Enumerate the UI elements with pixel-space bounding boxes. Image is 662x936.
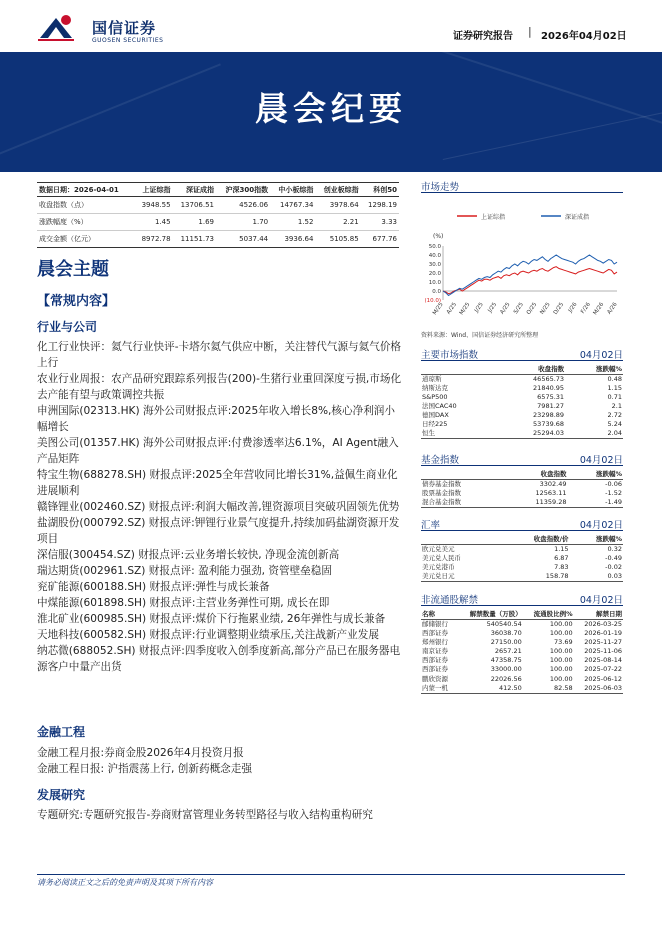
fx-row-cell: 1.15 [554,544,569,553]
x-tick-label: N/25 [539,301,552,316]
unlock-row [421,629,623,638]
major-market-row-cell: 0.71 [607,392,622,401]
unlock-row-cell: 内蒙一机 [421,684,456,694]
fin-eng-item: 金融工程月报:券商金股2026年4月投资月报 [37,747,244,759]
major-markets-date: 04月02日 [579,350,623,361]
unlock-row-cell: 82.58 [523,684,574,694]
major-market-row-cell: 46565.73 [533,374,565,383]
x-tick-label: A/25 [445,301,459,316]
dev-list [37,807,402,823]
legend-label: 深证成指 [565,214,590,221]
dev-heading: 发展研究 [37,788,86,802]
legend-label: 上证综指 [481,214,506,221]
major-market-row [421,420,623,429]
major-market-row-cell: 德国DAX [422,411,449,420]
fx-row-cell: -0.02 [605,562,622,571]
x-tick-label: A/25 [499,301,512,316]
brand-name-en: GUOSEN SECURITIES [92,37,164,44]
fund-row-cell: 11359.28 [502,498,567,508]
index-header: 数据日期：2026-04-01 [37,183,134,197]
unlock-row-cell: 412.50 [456,684,523,694]
major-market-row [421,384,623,393]
unlock-row-cell: 22026.56 [490,674,522,683]
unlock-row-cell: 2026-01-19 [584,628,622,637]
footer-disclaimer: 请务必阅读正文之后的免责声明及其项下所有内容 [37,878,213,887]
major-market-row-cell: 0.48 [607,374,622,383]
major-market-row-cell: 日经225 [422,420,448,429]
index-cell: 13706.51 [173,197,216,214]
industry-item: 美图公司(01357.HK) 海外公司财报点评:付费渗透率达6.1%，AI Agent融入产品矩阵 [37,437,399,465]
index-cell: 11151.73 [173,231,216,248]
fx-row-cell: 欧元兑美元 [422,544,455,553]
y-tick-label: (10.0) [424,298,441,304]
fund-row [421,489,623,498]
fund-row-header: 涨跌幅% [568,469,623,479]
unlock-row-cell: 47358.75 [490,656,522,665]
index-cell: 3936.64 [270,231,315,248]
fx-row-cell: 7.83 [554,562,569,571]
x-tick-label: M/26 [592,301,606,317]
fund-index-label: 基金指数 [421,455,460,466]
major-market-row [421,374,623,384]
index-cell: 1.70 [216,214,270,231]
market-trend-title [421,179,623,193]
fx-row-header: 涨跌幅% [570,534,623,544]
y-tick-label: 50.0 [428,244,441,250]
unlock-row-cell: 2657.21 [494,646,522,655]
index-row [37,231,399,248]
index-cell: 677.76 [361,231,399,248]
unlock-row-cell: 邮储银行 [422,619,448,628]
index-cell: 1.45 [134,214,172,231]
unlock-row-cell: 2025-07-22 [584,665,622,674]
fx-row-cell: 美元兑人民币 [422,553,461,562]
index-cell: 涨跌幅度（%） [37,214,134,231]
major-markets-title [421,347,623,361]
unlocked-date: 04月02日 [579,595,623,606]
major-market-row-cell: 恒生 [421,429,497,439]
banner-title: 晨会纪要 [255,89,407,128]
index-cell: 3948.55 [134,197,172,214]
index-header: 上证综指 [134,183,172,197]
unlock-row [421,684,623,694]
fund-row-cell: -1.52 [605,488,622,497]
unlock-row-cell: 郑州银行 [422,637,448,646]
fx-row-header-row [421,534,623,544]
major-market-row-cell: 6575.31 [537,392,565,401]
market-trend-chart [421,196,623,326]
major-market-row-cell: 5.24 [607,420,622,429]
index-cell: 3978.64 [315,197,360,214]
index-row [37,214,399,231]
x-tick-label: A/26 [606,301,619,316]
x-tick-label: O/25 [525,301,539,316]
fx-row-cell: 0.32 [607,544,622,553]
index-cell: 5105.85 [315,231,360,248]
major-market-row-cell: 2.72 [607,411,622,420]
unlock-row-header: 解禁数量（万股） [456,609,523,619]
fund-row-cell: 混合基金指数 [421,498,502,508]
unlocked-table [421,609,623,694]
index-cell: 2.21 [315,214,360,231]
section-regular: 【常规内容】 [37,294,116,309]
index-header: 创业板综指 [315,183,360,197]
footer-divider [37,874,625,875]
header-separator: | [528,25,532,38]
index-cell: 14767.34 [270,197,315,214]
industry-item: 申洲国际(02313.HK) 海外公司财报点评:2025年收入增长8%,核心净利润小幅增长 [37,405,395,433]
unlock-row-cell: 南京证券 [422,646,448,655]
unlock-row [421,619,623,629]
series-line-1 [443,255,617,296]
major-market-row-header [421,364,497,374]
unlock-row-cell: 西部证券 [422,656,448,665]
unlocked-label: 非流通股解禁 [421,595,479,606]
major-markets-label: 主要市场指数 [421,350,479,361]
major-market-row-cell: 2.04 [565,429,623,439]
fx-row [421,544,623,554]
major-market-row-cell: 7981.27 [537,401,565,410]
series-line-0 [443,267,617,294]
unlock-row-cell: 100.00 [549,656,573,665]
x-tick-label: D/25 [552,301,566,316]
x-tick-label: M/25 [431,301,445,317]
industry-item: 纳芯微(688052.SH) 财报点评:四季度收入创季度新高,部分产品已在服务器电源客户中量产出货 [37,645,401,673]
major-market-row-header-row [421,364,623,374]
industry-item: 化工行业快评：氦气行业快评-卡塔尔氦气供应中断，关注替代气源与氦气价格上行 [37,341,402,369]
fund-index-table [421,469,623,508]
guosen-logo-icon [36,12,76,44]
industry-item: 兖矿能源(600188.SH) 财报点评:弹性与成长兼备 [37,581,270,593]
x-tick-label: M/25 [458,301,472,317]
chart-source: 资料来源：Wind、国信证券经济研究所整理 [421,332,539,339]
main-title: 晨会主题 [37,259,109,280]
unlock-row [421,674,623,683]
index-cell: 5037.44 [216,231,270,248]
unlock-row-cell: 2026-03-25 [584,619,622,628]
fund-row-cell: -0.06 [605,479,622,488]
industry-item: 特宝生物(688278.SH) 财报点评:2025全年营收同比增长31%,益佩生商业化进展顺利 [37,469,398,497]
unlock-row-cell: 33000.00 [490,665,522,674]
fund-row [421,498,623,508]
x-tick-label: J/25 [487,301,499,314]
unlock-row [421,665,623,674]
y-tick-label: 30.0 [428,262,441,268]
fund-row-cell: 股票基金指数 [422,488,461,497]
unlock-row-header: 流通股比例% [523,609,574,619]
x-tick-label: J/26 [567,301,579,314]
unlock-row [421,647,623,656]
major-market-row-cell: 23298.89 [533,411,565,420]
x-tick-label: J/25 [473,301,485,314]
fx-row [421,554,623,563]
y-axis-label: (%) [433,233,444,240]
industry-list [37,339,402,675]
unlock-row-cell: 西部证券 [422,665,448,674]
unlocked-title [421,592,623,606]
y-tick-label: 10.0 [428,280,441,286]
industry-item: 盐湖股份(000792.SZ) 财报点评:钾锂行业景气度提升,持续加码盐湖资源开发项目 [37,517,400,545]
index-cell: 成交金额（亿元） [37,231,134,248]
fund-row-cell: -1.49 [568,498,623,508]
y-tick-label: 20.0 [428,271,441,277]
fx-row-cell: 6.87 [554,553,569,562]
unlock-row-cell: 100.00 [549,674,573,683]
index-cell: 1.52 [270,214,315,231]
index-cell: 1298.19 [361,197,399,214]
fund-row [421,479,623,489]
fund-row-header-row [421,469,623,479]
dev-item: 专题研究:专题研究报告-券商财富管理业务转型路径与收入结构重构研究 [37,809,373,821]
fx-row-cell: 美元兑港币 [422,562,455,571]
unlock-row-cell: 2025-11-27 [584,637,622,646]
unlock-row-cell: 27150.00 [490,637,522,646]
index-cell: 收盘指数（点） [37,197,134,214]
major-market-row-cell: 1.15 [607,383,622,392]
x-tick-label: S/25 [512,301,525,316]
fx-row-header: 收盘指数/价 [499,534,569,544]
fx-title [421,517,623,531]
industry-heading: 行业与公司 [37,320,98,334]
unlock-row-cell: 鹏欣资源 [422,674,448,683]
unlock-row-cell: 100.00 [549,619,573,628]
unlock-row-cell: 100.00 [549,646,573,655]
index-header: 深证成指 [173,183,216,197]
fund-index-title [421,452,623,466]
fx-row-cell: 美元兑日元 [421,572,499,582]
major-market-row-cell: 道琼斯 [422,374,442,383]
fx-row [421,563,623,572]
fin-eng-list [37,745,402,777]
unlock-row-cell: 100.00 [549,628,573,637]
unlock-row-header: 解禁日期 [574,609,623,619]
fx-row-header [421,534,499,544]
fund-index-date: 04月02日 [579,455,623,466]
index-cell: 3.33 [361,214,399,231]
fx-row-cell: 158.78 [499,572,569,582]
unlock-row-cell: 2025-06-03 [574,684,623,694]
fx-label: 汇率 [421,520,441,531]
major-market-row-cell: 2.1 [611,401,622,410]
unlock-row-cell: 2025-11-06 [584,646,622,655]
major-market-row [421,411,623,420]
unlock-row-cell: 西部证券 [422,628,448,637]
unlock-row-header-row [421,609,623,619]
fx-row [421,572,623,582]
unlock-row-cell: 73.69 [554,637,573,646]
index-table [37,182,399,248]
major-market-row [421,402,623,411]
unlock-row [421,656,623,665]
unlock-row-cell: 36038.70 [490,628,522,637]
index-row [37,197,399,214]
industry-item: 瑞达期货(002961.SZ) 财报点评: 盈利能力强劲, 资管壁垒稳固 [37,565,332,577]
fund-row-header [421,469,502,479]
industry-item: 深信服(300454.SZ) 财报点评:云业务增长较快, 净现金流创新高 [37,549,340,561]
major-market-row-cell: 25294.03 [497,429,565,439]
unlock-row-cell: 540540.54 [486,619,522,628]
y-tick-label: 40.0 [428,253,441,259]
unlock-row-header: 名称 [421,609,456,619]
index-cell: 8972.78 [134,231,172,248]
fund-row-header: 收盘指数 [502,469,567,479]
index-cell: 1.69 [173,214,216,231]
industry-item: 农业行业周报：农产品研究跟踪系列报告(200)-生猪行业重回深度亏损,市场化去产能有望与政策调控共振 [37,373,402,401]
index-header: 科创50 [361,183,399,197]
title-banner [0,52,662,172]
major-markets-table [421,364,623,439]
major-market-row-cell: 纳斯达克 [422,383,448,392]
index-cell: 4526.06 [216,197,270,214]
index-header: 中小板综指 [270,183,315,197]
fx-table [421,534,623,582]
major-market-row-header: 涨跌幅% [565,364,623,374]
index-header: 沪深300指数 [216,183,270,197]
fx-row-cell: -0.49 [605,553,622,562]
page-header [0,0,662,52]
major-market-row-header: 收盘指数 [497,364,565,374]
fin-eng-heading: 金融工程 [37,725,86,739]
brand-name: 国信证券 [92,19,157,37]
unlock-row-cell: 100.00 [549,665,573,674]
major-market-row-cell: 法国CAC40 [422,401,457,410]
industry-item: 赣锋锂业(002460.SZ) 财报点评:利润大幅改善,锂资源项目突破巩固领先优势 [37,501,400,513]
industry-item: 淮北矿业(600985.SH) 财报点评:煤价下行拖累业绩, 26年弹性与成长兼备 [37,613,386,625]
report-type: 证券研究报告 [453,31,513,42]
fx-row-cell: 0.03 [570,572,623,582]
unlock-row-cell: 2025-06-12 [584,674,622,683]
industry-item: 天地科技(600582.SH) 财报点评:行业调整期业绩承压,关注战新产业发展 [37,629,379,641]
fund-row-cell: 3302.49 [539,479,567,488]
major-market-row-cell: S&P500 [422,392,448,401]
major-market-row [421,429,623,439]
fund-row-cell: 债券基金指数 [422,479,461,488]
unlock-row-cell: 2025-08-14 [584,656,622,665]
report-date: 2026年04月02日 [541,31,627,42]
fund-row-cell: 12563.11 [535,488,567,497]
industry-item: 中煤能源(601898.SH) 财报点评:主营业务弹性可期, 成长在即 [37,597,330,609]
major-market-row [421,393,623,402]
major-market-row-cell: 53739.68 [533,420,565,429]
fx-date: 04月02日 [579,520,623,531]
major-market-row-cell: 21840.95 [533,383,565,392]
x-tick-label: F/26 [580,301,592,315]
market-trend-label: 市场走势 [421,182,460,193]
y-tick-label: 0.0 [432,289,441,295]
fin-eng-item: 金融工程日报: 沪指震荡上行, 创新药概念走强 [37,763,252,775]
unlock-row [421,638,623,647]
